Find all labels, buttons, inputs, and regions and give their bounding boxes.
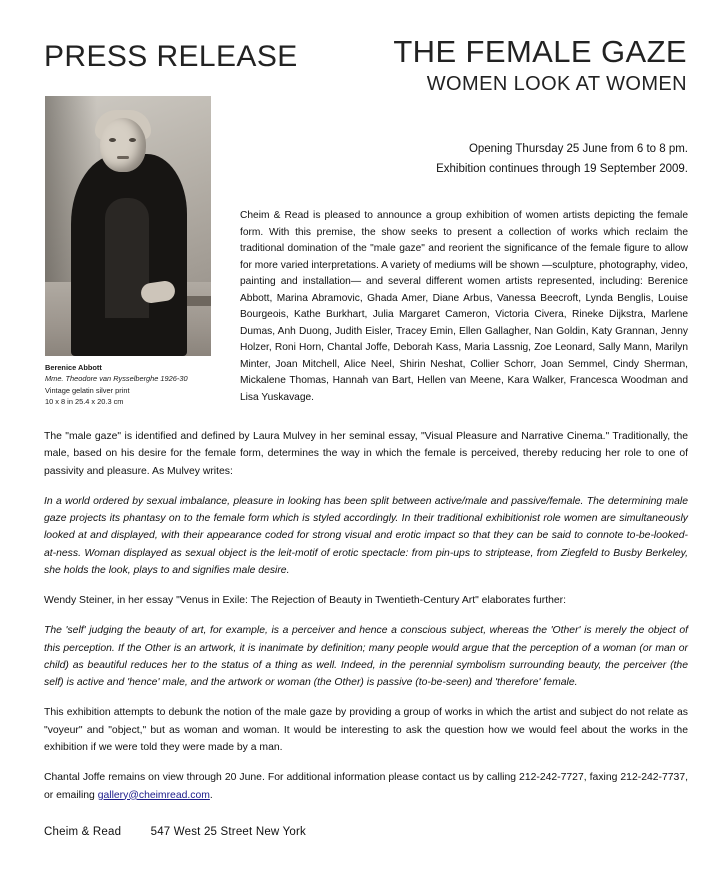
photo-figure-head — [100, 118, 146, 172]
contact-text-post: . — [209, 789, 213, 801]
paragraph-male-gaze: The "male gaze" is identified and defined by Laura Mulvey in her seminal essay, "Visual Pleasure and Narrative Cinema." Traditionally, the male, based on his desire for the female form, determines the way in which the female is perceived, thereby reducing her role to one of passivity and pleasure. As Mulvey writes: — [44, 431, 688, 477]
photo-figure-mouth — [117, 156, 129, 159]
paragraph-exhibition-aim: This exhibition attempts to debunk the notion of the male gaze by providing a group of works in which the artist and subject do not relate as "voyeur" and "object," but as woman and woman. It would be interesting to ask the question how we would feel about the works in the exhibition if we were told they were made by a man. — [44, 707, 688, 753]
quote-mulvey: In a world ordered by sexual imbalance, pleasure in looking has been split between active/male and passive/female. The determining male gaze projects its phantasy on to the female form which is styled accordingly. In their traditional exhibitionist role women are simultaneously looked at and displayed, with their appearance coded for strong visual and erotic impact so that they can be said to connote to-be-looked-at-ness. Woman displayed as sexual object is the leit-motif of erotic spectacle: from pin-ups to striptease, from Ziegfeld to Busby Berkeley, she holds the look, plays to and signifies male desire. — [44, 495, 688, 576]
document-footer — [44, 826, 306, 838]
exhibition-photo — [45, 96, 211, 356]
press-release-label: PRESS RELEASE — [44, 40, 298, 73]
photo-figure-eye-left — [109, 138, 116, 142]
photo-figure-body — [71, 154, 187, 356]
page-title: THE FEMALE GAZE — [393, 34, 687, 69]
opening-line-1: Opening Thursday 25 June from 6 to 8 pm. — [468, 143, 688, 155]
body-column — [44, 428, 688, 817]
photo-figure-eye-right — [129, 138, 136, 142]
contact-text-pre: Chantal Joffe remains on view through 20 June. For additional information please contact us by calling 212-242-7727, faxing 212-242-7737, or emailing — [44, 772, 688, 801]
caption-medium: Vintage gelatin silver print — [45, 385, 130, 395]
title-block — [393, 36, 687, 96]
footer-address: 547 West 25 Street New York — [150, 826, 307, 838]
caption-artist-name: Berenice Abbott — [45, 363, 102, 372]
photo-caption — [45, 362, 245, 408]
footer-gallery-name: Cheim & Read — [44, 826, 122, 838]
caption-dimensions: 10 x 8 in 25.4 x 20.3 cm — [45, 397, 124, 407]
paragraph-contact — [44, 769, 688, 804]
quote-steiner: The 'self' judging the beauty of art, for example, is a perceiver and hence a conscious subject, whereas the 'Other' is merely the object of this perception. If the Other is an artwork, it is inanimate by definition; many people would argue that the perception of a woman (or man or child) as beautiful reduces her to the status of a thing as well. Indeed, in the perennial symbolism surrounding beauty, the perceiver (the self) is active and 'hence' male, and the artwork or woman (the Other) is passive (to-be-seen) and 'therefore' female. — [44, 625, 688, 689]
opening-details — [240, 140, 688, 179]
caption-work-title: Mme. Theodore van Rysselberghe 1926-30 — [45, 374, 188, 384]
gallery-email-link[interactable]: gallery@cheimread.com — [97, 789, 210, 801]
paragraph-steiner-intro: Wendy Steiner, in her essay "Venus in Exile: The Rejection of Beauty in Twentieth-Century Art" elaborates further: — [44, 595, 566, 607]
photo-image — [45, 96, 211, 356]
intro-paragraph: Cheim & Read is pleased to announce a group exhibition of women artists depicting the female form. With this premise, the show seeks to present a collection of works which reclaim the traditional domination of the "male gaze" and reorient the significance of the female figure to allow for more varied interpretations. A variety of mediums will be shown —sculpture, photography, video, painting and installation— and several different women artists represented, including: Berenice Abbott, Marina Abramovic, Ghada Amer, Diane Arbus, Vanessa Beecroft, Lynda Benglis, Louise Bourgeois, Kathe Burkhart, Julia Margaret Cameron, Victoria Civera, Rineke Dijkstra, Marlene Dumas, Anh Duong, Judith Eisler, Tracey Emin, Ellen Gallagher, Nan Goldin, Katy Grannan, Jenny Holzer, Roni Horn, Chantal Joffe, Deborah Kass, Maria Lassnig, Zoe Leonard, Sally Mann, Marilyn Minter, Joan Mitchell, Alice Neel, Shirin Neshat, Collier Schorr, Joan Semmel, Cindy Sherman, Mickalene Thomas, Hannah van Bart, Hellen van Meene, Kara Walker, Francesca Woodman and Lisa Yuskavage. — [240, 210, 688, 403]
opening-line-2: Exhibition continues through 19 September 2009. — [436, 162, 688, 175]
page-subtitle: WOMEN LOOK AT WOMEN — [426, 72, 687, 95]
